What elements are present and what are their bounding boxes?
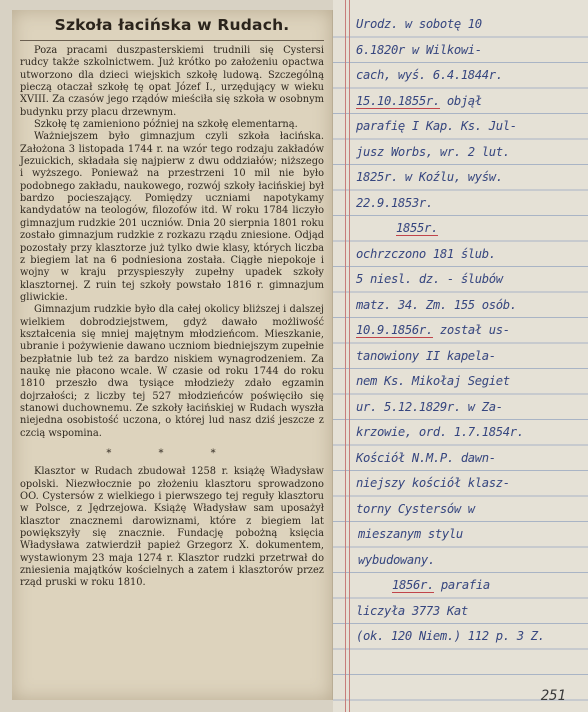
handwritten-notes: [356, 12, 584, 650]
newspaper-clipping: [12, 10, 333, 700]
handwritten-line: parafię I Kap. Ks. Jul-: [356, 119, 517, 133]
clipping-title: Szkoła łacińska w Rudach.: [54, 16, 290, 34]
handwritten-line: krzowie, ord. 1.7.1854r.: [356, 425, 524, 439]
clipping-body: [20, 45, 324, 590]
handwritten-line: ochrzczono 181 ślub.: [356, 246, 496, 261]
title-rule: [20, 40, 324, 41]
page-number: 251: [540, 688, 566, 704]
clipping-paragraph: Ważniejszem było gimnazjum czyli szkoła łacińska. Założona 3 listopada 1744 r. na wzór tego rodzaju zakładów Jezuickich, składała się najpierw z dwu oddziałów; niższego i wyższego. Ponieważ na przestrzeni 10 mil nie było podobnego zakładu, naukowego, rozwój szkoły łacińskiej był bardzo pocieszający. Pomiędzy uczniami napotykamy kandydatów na teologów, filozofów itd. W roku 1784 liczyło gimnazjum rudzkie 201 uczniów. Dnia 20 sierpnia 1801 roku zostało gimnazjum rudzkie z rozkazu rządu zniesione. Odjąd pozostały przy klasztorze już tylko dwie klasy, których liczba z biegiem lat na 6 podniesiona została. Ciągłe niepokoje i wojny w kraju przyspieszyły zupełny upadek szkoły klasztornej. Z ruin tej szkoły powstało 1816 r. gimnazjum gliwickie.: [20, 131, 324, 303]
handwritten-text: został us-: [432, 323, 510, 337]
clipping-paragraph: Gimnazjum rudzkie było dla całej okolicy bliższej i dalszej wielkiem dobrodziejstwem, gdyż dawało możliwość kształcenia się mniej majętnym młodzieńcom. Mieszkanie, ubranie i pożywienie dawano uczniom biedniejszym zupełnie bezpłatnie lub też za bardzo niskiem wynagrodzeniem. Za naukę nie płacono wcale. W czasie od roku 1744 do roku 1810 przeszło dwa tysiące młodzieży zdało egzamin dojrzałości; z liczby tej 527 młodzieńców poświęciło się stanowi duchownemu. Ze szkoły łacińskiej w Rudach wyszła niejedna osobistość uczona, o której lud nasz dziś jeszcze z czcią wspomina.: [20, 304, 324, 439]
handwritten-line: tanowiony II kapela-: [356, 348, 496, 363]
handwritten-line: cach, wyś. 6.4.1844r.: [356, 68, 503, 82]
underlined-date: 15.10.1855r.: [356, 93, 440, 108]
handwritten-line: [356, 573, 584, 599]
underlined-date: 1856r.: [392, 578, 434, 592]
handwritten-line: nem Ks. Mikołaj Segiet: [356, 374, 510, 388]
handwritten-line: 5 niesl. dz. - ślubów: [356, 272, 503, 286]
handwritten-line: matz. 34. Zm. 155 osób.: [356, 297, 517, 312]
handwritten-line: [356, 89, 584, 115]
handwritten-text: objął: [439, 93, 482, 108]
handwritten-line: mieszanym stylu: [358, 527, 463, 541]
handwritten-line: wybudowany.: [358, 552, 435, 567]
handwritten-line: torny Cystersów w: [356, 501, 475, 516]
underlined-date: 1855r.: [396, 221, 438, 235]
section-separator: * * *: [106, 448, 238, 459]
handwritten-line: Kościół N.M.P. dawn-: [356, 450, 496, 465]
clipping-paragraph: Klasztor w Rudach zbudował 1258 r. książę Władysław opolski. Niezwłocznie po złożeniu klasztoru sprowadzono OO. Cystersów z wielkiego i pierwszego tej reguły klasztoru w Polsce, z Jędrzejowa. Książę Władysław sam uposażył klasztor znacznemi darowiznami, które z biegiem lat powiększyły się znacznie. Fundację pobożną księcia Władysława zatwierdził papież Grzegorz X. dokumentem, wystawionym 23 maja 1274 r. Klasztor rudzki przetrwał do zniesienia majątków kościelnych a zatem i klasztorów przez rząd pruski w roku 1810.: [20, 466, 324, 589]
handwritten-line: 22.9.1853r.: [356, 195, 433, 210]
handwritten-line: 6.1820r w Wilkowi-: [356, 42, 482, 57]
handwritten-line: [356, 318, 584, 344]
handwritten-line: jusz Worbs, wr. 2 lut.: [356, 144, 510, 159]
clipping-paragraph: Szkołę tę zamieniono później na szkołę elementarną.: [34, 119, 298, 131]
handwritten-text: parafia: [433, 578, 490, 592]
handwritten-line: 1825r. w Koźlu, wyśw.: [356, 170, 503, 184]
handwritten-line: ur. 5.12.1829r. w Za-: [356, 399, 503, 414]
clipping-paragraph: Poza pracami duszpasterskiemi trudnili się Cystersi rudcy także szkolnictwem. Już krótko po założeniu opactwa utworzono dla dzieci wiejskich szkołę ludową. Szczególną pieczą otaczał szkołę tę opat Józef I., urzędujący w wieku XVIII. Za czasów jego rządów mieściła się szkoła w osobnym budynku przy placu drzewnym.: [20, 45, 324, 118]
handwritten-line: liczyła 3773 Kat: [356, 603, 468, 618]
underlined-date: 10.9.1856r.: [356, 323, 433, 337]
handwritten-line: niejszy kościół klasz-: [356, 476, 510, 490]
margin-line: [349, 0, 350, 712]
handwritten-line: (ok. 120 Niem.) 112 p. 3 Z.: [356, 629, 545, 643]
margin-line: [345, 0, 346, 712]
handwritten-line: [356, 216, 584, 242]
handwritten-line: Urodz. w sobotę 10: [356, 17, 482, 31]
